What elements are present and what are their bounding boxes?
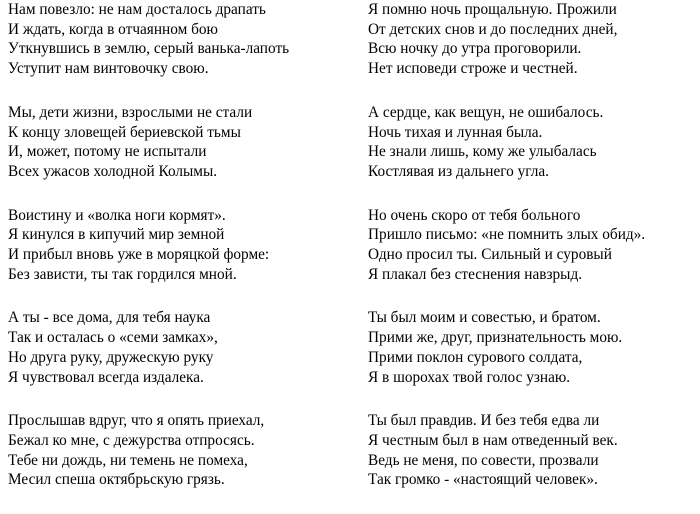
poem-line: От детских снов и до последних дней, xyxy=(368,20,618,38)
poem-line: Ведь не меня, по совести, прозвали xyxy=(368,451,599,469)
poem-line: И прибыл вновь уже в моряцкой форме: xyxy=(8,246,270,264)
poem-line: Всю ночку до утра проговорили. xyxy=(368,40,582,58)
poem-line: И ждать, когда в отчаянном бою xyxy=(8,20,218,38)
poem-line: Прими же, друг, признательность мою. xyxy=(368,329,623,347)
poem-line: Прослышав вдруг, что я опять приехал, xyxy=(8,412,265,430)
poem-line: Тебе ни дождь, ни темень не помеха, xyxy=(8,451,248,469)
poem-line: Костлявая из дальнего угла. xyxy=(368,162,550,180)
poem-line: Одно просил ты. Сильный и суровый xyxy=(368,246,612,264)
poem-line: Мы, дети жизни, взрослыми не стали xyxy=(8,103,253,121)
poem-line: Но друга руку, дружескую руку xyxy=(8,348,214,366)
poem-line: Всех ужасов холодной Колымы. xyxy=(8,162,218,180)
poem-line: Воистину и «волка ноги кормят». xyxy=(8,206,226,224)
poem-line: Не знали лишь, кому же улыбалась xyxy=(368,143,597,161)
poem-line: Я честным был в нам отведенный век. xyxy=(368,431,618,449)
poem-line: Ночь тихая и лунная была. xyxy=(368,123,543,141)
poem-line: Уступит нам винтовочку свою. xyxy=(8,60,209,78)
poem-line: Без зависти, ты так гордился мной. xyxy=(8,265,237,283)
poem-line: А сердце, как вещун, не ошибалось. xyxy=(368,103,604,121)
poem-line: Нам повезло: не нам досталось драпать xyxy=(8,1,266,18)
poem-line: Ты был правдив. И без тебя едва ли xyxy=(368,412,600,430)
stanza xyxy=(8,308,360,387)
stanza xyxy=(8,411,360,490)
poem-line: К концу зловещей бериевской тьмы xyxy=(8,123,241,141)
poem-line: Нет исповеди строже и честней. xyxy=(368,60,578,78)
right-column xyxy=(368,0,698,514)
poem-line: Я помню ночь прощальную. Прожили xyxy=(368,1,617,18)
poem-line: Так громко - «настоящий человек». xyxy=(368,471,598,489)
stanza xyxy=(8,206,360,285)
stanza xyxy=(8,0,360,79)
stanza xyxy=(368,308,698,387)
poem-line: Ты был моим и совестью, и братом. xyxy=(368,309,601,327)
poem-line: И, может, потому не испытали xyxy=(8,143,207,161)
stanza xyxy=(368,103,698,182)
poem-line: Бежал ко мне, с дежурства отпросясь. xyxy=(8,431,255,449)
poem-line: Месил спеша октябрьскую грязь. xyxy=(8,471,225,489)
poem-line: А ты - все дома, для тебя наука xyxy=(8,309,211,327)
left-column xyxy=(8,0,360,514)
poem-line: Я кинулся в кипучий мир земной xyxy=(8,226,225,244)
stanza xyxy=(8,103,360,182)
poem-line: Я чувствовал всегда издалека. xyxy=(8,368,204,386)
poem-line: Я в шорохах твой голос узнаю. xyxy=(368,368,571,386)
stanza xyxy=(368,0,698,79)
poem-line: Так и осталась о «семи замках», xyxy=(8,329,218,347)
poem-line: Прими поклон сурового солдата, xyxy=(368,348,583,366)
poem-line: Уткнувшись в землю, серый ванька-лапоть xyxy=(8,40,290,58)
poem-line: Пришло письмо: «не помнить злых обид». xyxy=(368,226,646,244)
stanza xyxy=(368,411,698,490)
poem-line: Но очень скоро от тебя больного xyxy=(368,206,581,224)
poem-line: Я плакал без стеснения навзрыд. xyxy=(368,265,583,283)
stanza xyxy=(368,206,698,285)
